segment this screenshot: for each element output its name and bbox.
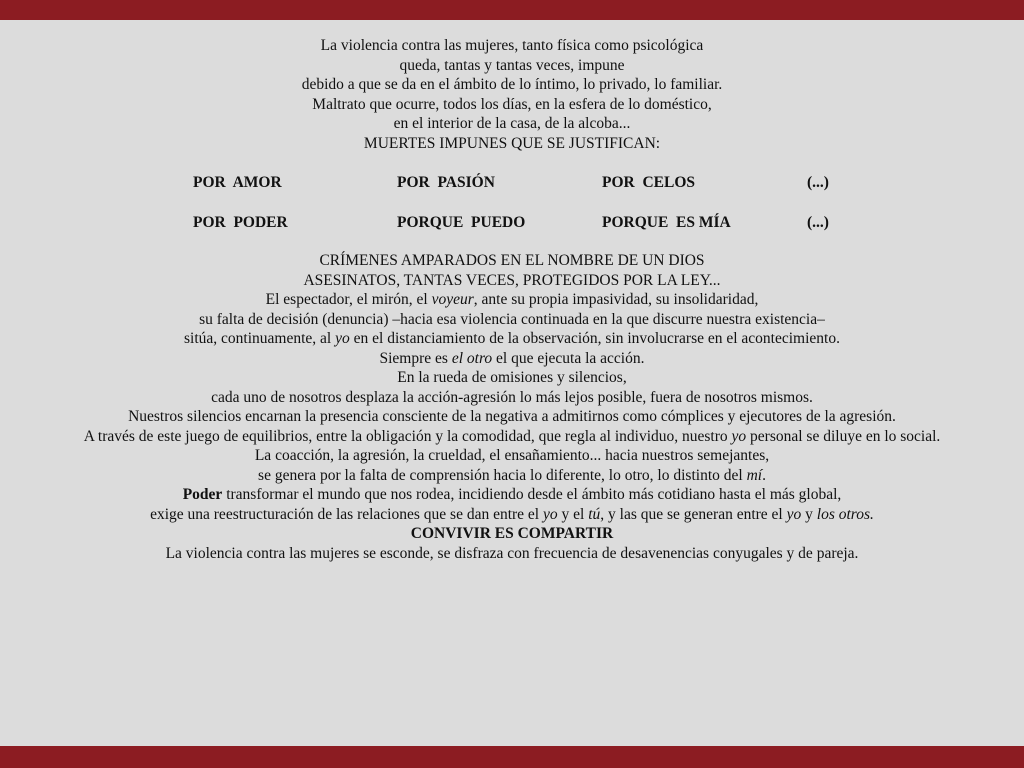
intro-line: queda, tantas y tantas veces, impune <box>399 56 625 74</box>
voyeur-emphasis: voyeur <box>431 291 474 308</box>
el-otro-emphasis: el otro <box>451 349 493 367</box>
reason-por-poder: POR PODER <box>193 214 288 231</box>
intro-line: debido a que se da en el ámbito de lo íntimo, lo privado, lo familiar. <box>301 76 723 93</box>
poder-paragraph <box>0 485 1024 524</box>
espectador-line: su falta de decisión (denuncia) –hacia esa violencia continuada en la que discurre nuestra existencia– <box>199 310 825 328</box>
slide-content <box>0 36 1024 563</box>
reason-por-pasion: POR PASIÓN <box>397 174 495 191</box>
rueda-line: Nuestros silencios encarnan la presencia consciente de la negativa a admitirnos como cómplices y ejecutores de la agresión. <box>128 408 896 425</box>
reason-ellipsis: (...) <box>807 214 829 231</box>
crimenes-paragraph <box>0 251 1024 290</box>
rueda-line: cada uno de nosotros desplaza la acción-agresión lo más lejos posible, fuera de nosotros mismos. <box>211 388 813 406</box>
reason-porque-puedo: PORQUE PUEDO <box>397 214 526 231</box>
coaccion-line: La coacción, la agresión, la crueldad, el ensañamiento... hacia nuestros semejantes, <box>254 447 770 464</box>
intro-line: La violencia contra las mujeres, tanto física como psicológica <box>320 37 704 54</box>
top-banner <box>0 0 1024 20</box>
reason-porque-es-mia: PORQUE ES MÍA <box>602 214 731 231</box>
crimenes-line: ASESINATOS, TANTAS VECES, PROTEGIDOS POR LA LEY... <box>303 271 721 289</box>
coaccion-paragraph <box>0 446 1024 485</box>
bottom-banner <box>0 746 1024 768</box>
espectador-line: sitúa, continuamente, al yo en el distanciamiento de la observación, sin involucrarse en el acontecimiento. <box>184 330 840 347</box>
poder-strong: Poder <box>182 486 223 503</box>
mi-emphasis: mí <box>746 466 763 484</box>
reasons-grid <box>0 173 1024 233</box>
intro-paragraph <box>0 36 1024 134</box>
poder-line: Poder transformar el mundo que nos rodea, incidiendo desde el ámbito más cotidiano hasta el más global, <box>182 486 842 503</box>
crimenes-line: CRÍMENES AMPARADOS EN EL NOMBRE DE UN DIOS <box>319 252 705 269</box>
intro-line: Maltrato que ocurre, todos los días, en la esfera de lo doméstico, <box>312 95 712 113</box>
rueda-line: A través de este juego de equilibrios, entre la obligación y la comodidad, que regla al individuo, nuestro yo personal se diluye en lo social. <box>83 427 941 445</box>
espectador-paragraph <box>0 290 1024 368</box>
rueda-line: En la rueda de omisiones y silencios, <box>397 369 627 386</box>
reason-por-celos: POR CELOS <box>602 174 696 191</box>
espectador-line: El espectador, el mirón, el voyeur, ante su propia impasividad, su insolidaridad, <box>265 291 759 308</box>
yo-emphasis: yo <box>335 330 350 347</box>
final-paragraph: La violencia contra las mujeres se esconde, se disfraza con frecuencia de desavenencias conyugales y de pareja. <box>165 544 859 562</box>
reason-por-amor: POR AMOR <box>193 174 282 191</box>
espectador-line: Siempre es el otro el que ejecuta la acción. <box>379 349 645 367</box>
reasons-row-1 <box>0 173 1024 193</box>
convivir-heading: CONVIVIR ES COMPARTIR <box>410 525 614 542</box>
intro-line: en el interior de la casa, de la alcoba... <box>393 115 631 132</box>
coaccion-line: se genera por la falta de comprensión hacia lo diferente, lo otro, lo distinto del mí. <box>258 466 766 484</box>
reason-ellipsis: (...) <box>807 174 829 191</box>
poder-line: exige una reestructuración de las relaciones que se dan entre el yo y el tú, y las que se generan entre el yo y los otros. <box>150 505 874 523</box>
yo-emphasis: yo <box>731 427 747 445</box>
reasons-row-2 <box>0 213 1024 233</box>
rueda-paragraph <box>0 368 1024 446</box>
muertes-heading: MUERTES IMPUNES QUE SE JUSTIFICAN: <box>363 134 661 152</box>
